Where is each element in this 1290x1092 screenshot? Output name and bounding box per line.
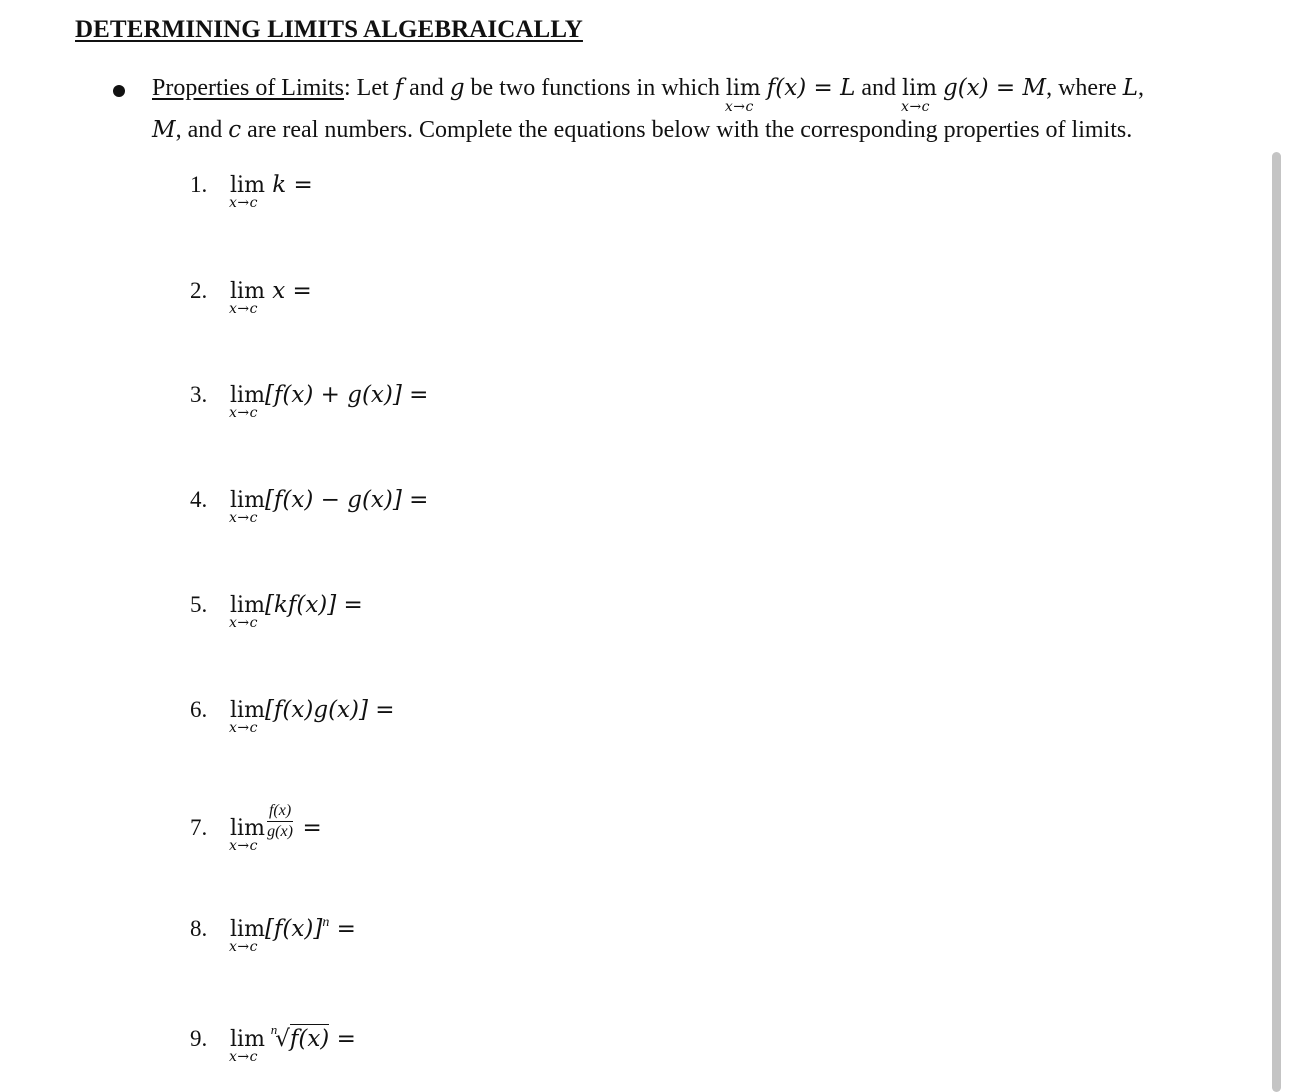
intro-gx-eq-M: g(x) = M [942,75,1047,101]
limit-property-9: 9. lim x→c $^n$√f(x) = [190,1022,356,1065]
lim-operator: lim x→c [229,279,265,317]
lim-operator: lim x→c [229,593,265,631]
intro-line-2: M, and c are real numbers. Complete the equations below with the corresponding properties of limits. [152,117,1133,143]
limit-property-2: 2. lim x→c x = [190,278,312,317]
intro-lim-f: lim x→c [724,76,761,115]
limit-property-5: 5. lim x→c [kf(x)] = [190,592,363,631]
lim-operator: lim x→c [229,917,265,955]
lim-operator: lim x→c [229,173,265,211]
root-index: n [270,1022,278,1037]
radical-icon: √ [275,1026,290,1052]
limit-property-3: 3. lim x→c [f(x) + g(x)] = [190,382,429,421]
lim-operator: lim x→c [229,815,265,854]
limit-property-1: 1. lim x→c k = [190,172,313,211]
limit-property-7: 7. lim x→c $\frac{f(x)}{g(x)}$ = [190,802,322,854]
limit-property-4: 4. lim x→c [f(x) − g(x)] = [190,487,429,526]
lim-operator: lim x→c [229,698,265,736]
power-exponent: n [322,915,330,930]
lim-operator: lim x→c [229,383,265,421]
lim-operator: lim x→c [229,1027,265,1065]
limit-property-6: 6. lim x→c [f(x)g(x)] = [190,697,395,736]
intro-lim-g: lim x→c [901,76,937,115]
limit-property-8: 8. lim x→c $[f(x)]^n$ = [190,915,356,955]
radicand: f(x) [289,1026,330,1052]
page-title: DETERMINING LIMITS ALGEBRAICALLY [75,16,583,43]
lim-operator: lim x→c [229,488,265,526]
properties-label: Properties of Limits [152,75,344,101]
fraction: $\frac{f(x)}{g(x)}$ [267,802,293,840]
intro-fx-eq-L: f(x) = L [766,75,856,101]
bullet-icon [113,85,125,97]
intro-line-1: Properties of Limits: Let f and g be two functions in which lim x→c f(x) = L and lim x→c g(x) = M, where L, [152,75,1144,115]
vertical-scrollbar[interactable] [1272,152,1281,1092]
